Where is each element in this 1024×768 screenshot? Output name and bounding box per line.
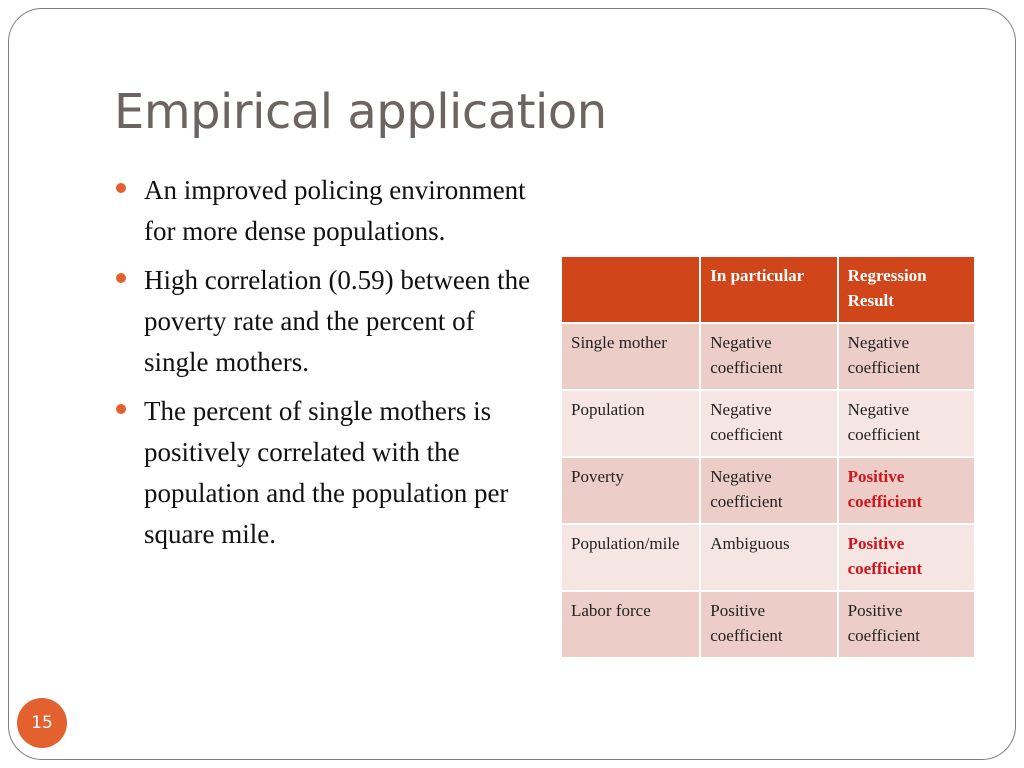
cell-in-particular: Positive coefficient — [700, 591, 837, 658]
cell-variable: Population — [561, 390, 700, 457]
header-cell-regression-result: Regression Result — [838, 256, 975, 323]
table-row — [561, 591, 975, 658]
bullet-dot-icon — [116, 183, 126, 193]
cell-regression-result-highlight: Positive coefficient — [838, 524, 975, 591]
cell-variable: Labor force — [561, 591, 700, 658]
cell-variable: Poverty — [561, 457, 700, 524]
cell-regression-result: Negative coefficient — [838, 323, 975, 390]
bullet-item — [116, 170, 536, 252]
header-cell-in-particular: In particular — [700, 256, 837, 323]
cell-in-particular: Negative coefficient — [700, 390, 837, 457]
table-row — [561, 390, 975, 457]
bullet-text: The percent of single mothers is positively correlated with the population and the population per square mile. — [144, 396, 509, 549]
bullet-dot-icon — [116, 273, 126, 283]
table-row — [561, 457, 975, 524]
header-cell-variable — [561, 256, 700, 323]
cell-regression-result: Negative coefficient — [838, 390, 975, 457]
cell-variable: Single mother — [561, 323, 700, 390]
page-number-badge: 15 — [17, 698, 67, 748]
table-row — [561, 524, 975, 591]
slide-title: Empirical application — [114, 84, 607, 140]
bullet-list — [116, 170, 536, 563]
bullet-dot-icon — [116, 404, 126, 414]
bullet-item — [116, 260, 536, 383]
cell-variable: Population/mile — [561, 524, 700, 591]
bullet-text: High correlation (0.59) between the poverty rate and the percent of single mothers. — [144, 265, 531, 377]
bullet-text: An improved policing environment for more dense populations. — [144, 175, 526, 246]
cell-regression-result-highlight: Positive coefficient — [838, 457, 975, 524]
cell-regression-result: Positive coefficient — [838, 591, 975, 658]
bullet-item — [116, 391, 536, 555]
table-row — [561, 323, 975, 390]
cell-in-particular: Ambiguous — [700, 524, 837, 591]
regression-table — [560, 255, 976, 659]
cell-in-particular: Negative coefficient — [700, 323, 837, 390]
cell-in-particular: Negative coefficient — [700, 457, 837, 524]
table-header-row — [561, 256, 975, 323]
